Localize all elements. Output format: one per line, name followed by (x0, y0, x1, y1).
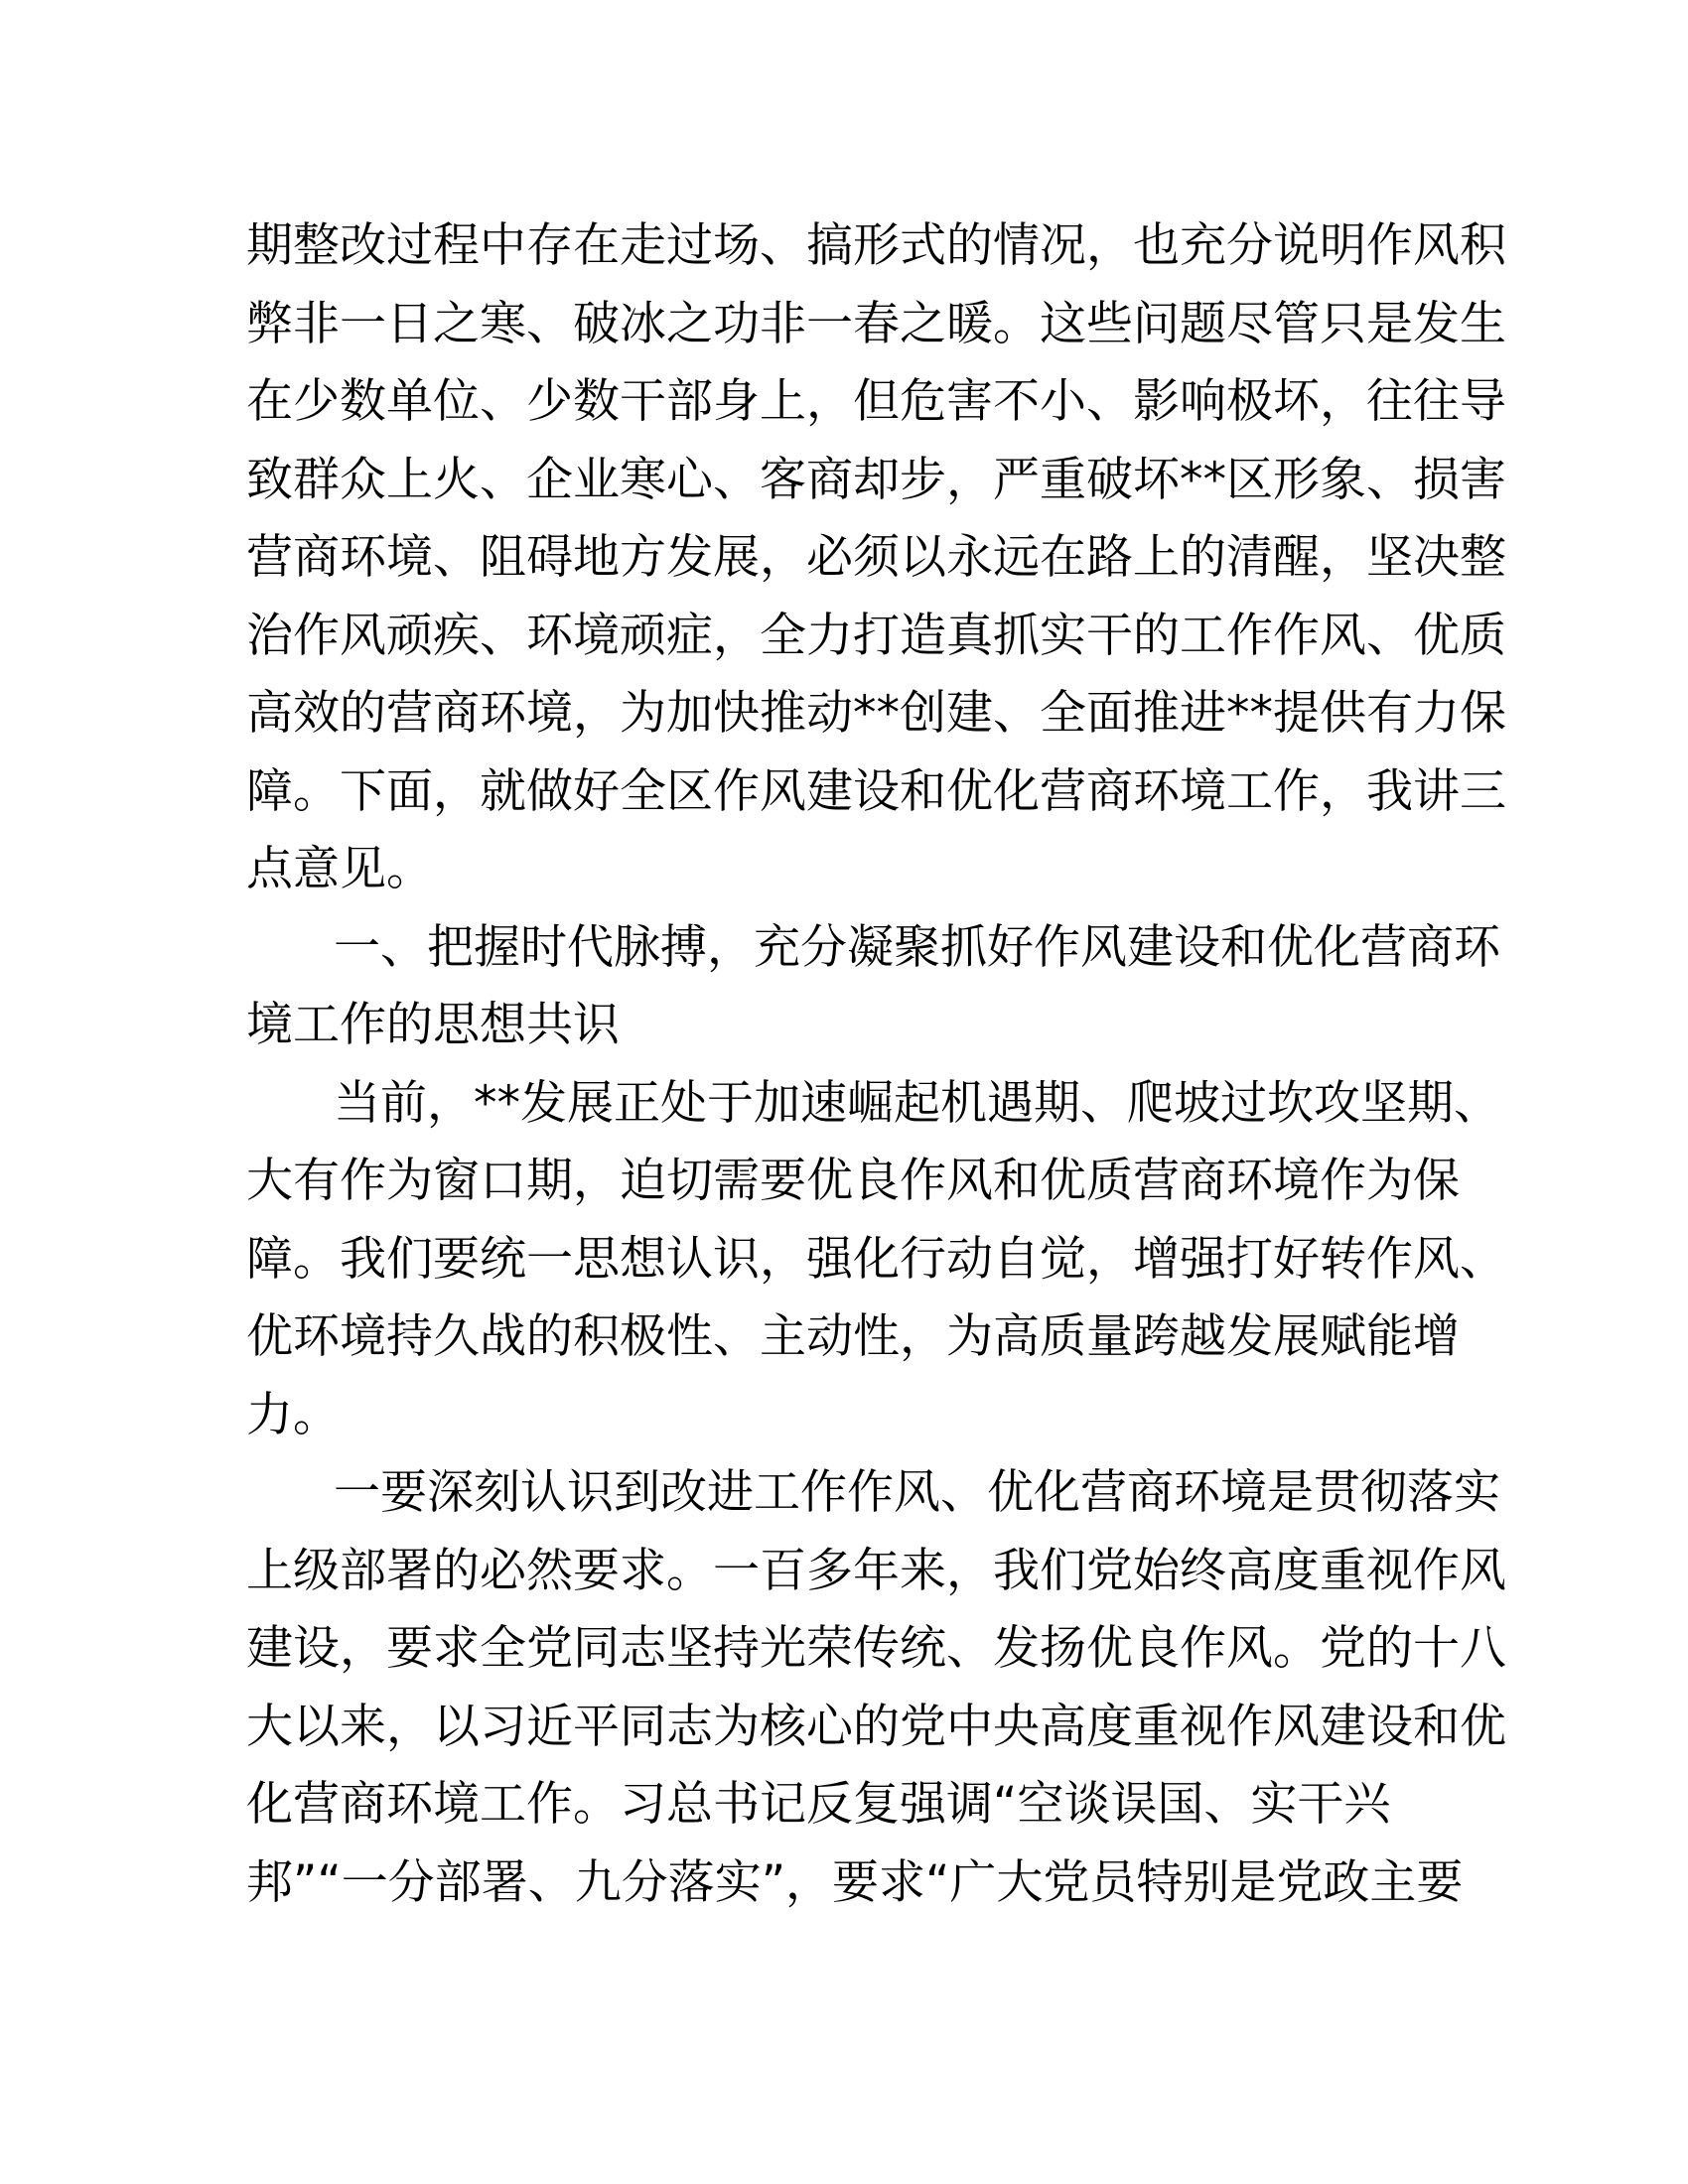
paragraph-first-point (246, 1454, 1506, 1922)
text-line: 上级部署的必然要求。一百多年来，我们党始终高度重视作风 (246, 1543, 1506, 1598)
text-line: 大以来，以习近平同志为核心的党中央高度重视作风建设和优 (246, 1699, 1506, 1754)
document-body (246, 207, 1506, 1922)
text-line: 在少数单位、少数干部身上，但危害不小、影响极坏，往往导 (246, 374, 1506, 429)
text-line: 建设，要求全党同志坚持光荣传统、发扬优良作风。党的十八 (246, 1621, 1506, 1676)
text-line: 力。 (246, 1387, 340, 1442)
text-line: 当前，**发展正处于加速崛起机遇期、爬坡过坎攻坚期、 (334, 1075, 1500, 1131)
section-heading-1 (246, 909, 1500, 1065)
text-line: 高效的营商环境，为加快推动**创建、全面推进**提供有力保 (246, 686, 1506, 741)
text-line: 点意见。 (246, 842, 433, 896)
text-line: 大有作为窗口期，迫切需要优良作风和优质营商环境作为保 (246, 1154, 1460, 1208)
heading-line: 境工作的思想共识 (246, 998, 620, 1052)
text-line: 障。我们要统一思想认识，强化行动自觉，增强打好转作风、 (246, 1231, 1506, 1287)
text-line: 弊非一日之寒、破冰之功非一春之暖。这些问题尽管只是发生 (246, 296, 1506, 351)
heading-line: 一、把握时代脉搏，充分凝聚抓好作风建设和优化营商环 (334, 919, 1500, 975)
text-line: 优环境持久战的积极性、主动性，为高质量跨越发展赋能增 (246, 1309, 1460, 1364)
text-line: 一要深刻认识到改进工作作风、优化营商环境是贯彻落实 (334, 1465, 1500, 1520)
text-line: 化营商环境工作。习总书记反复强调“空谈误国、实干兴 (246, 1777, 1391, 1832)
text-line: 障。下面，就做好全区作风建设和优化营商环境工作，我讲三 (246, 763, 1506, 819)
text-line: 期整改过程中存在走过场、搞形式的情况，也充分说明作风积 (246, 218, 1506, 273)
paragraph-intro (246, 207, 1506, 909)
text-line: 治作风顽疾、环境顽症，全力打造真抓实干的工作作风、优质 (246, 608, 1506, 663)
text-line: 致群众上火、企业寒心、客商却步，严重破坏**区形象、损害 (246, 452, 1506, 507)
paragraph-current (246, 1065, 1506, 1455)
text-line: 营商环境、阻碍地方发展，必须以永远在路上的清醒，坚决整 (246, 530, 1506, 585)
text-line: 邦”“一分部署、九分落实”，要求“广大党员特别是党政主要 (246, 1854, 1464, 1910)
